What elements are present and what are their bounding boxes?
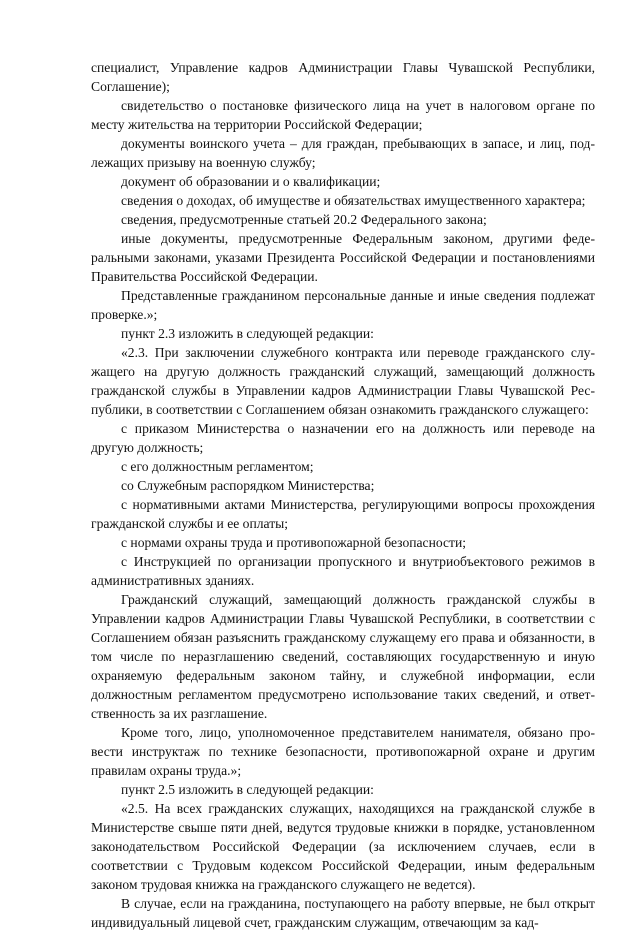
paragraph-normative-acts: с нормативными актами Министерства, регулирующими вопросы прохождения гражданской службы и ее оплаты;	[91, 497, 595, 531]
paragraph-personal-account: В случае, если на гражданина, поступающего на работу впервые, не был открыт индивидуальный лицевой счет, гражданским служащим, отвечающим за кад-	[91, 896, 595, 930]
paragraph-access-instruction: с Инструкцией по организации пропускного и внутриобъектового режимов в административных зданиях.	[91, 554, 595, 588]
document-page	[91, 58, 595, 932]
paragraph-education-document: документ об образовании и о квалификации;	[121, 174, 381, 189]
paragraph-article-20-2: сведения, предусмотренные статьей 20.2 Федерального закона;	[121, 212, 487, 227]
paragraph-job-regulation: с его должностным регламентом;	[121, 459, 314, 474]
paragraph-clause-2-3: «2.3. При заключении служебного контракта или переводе гражданского служащего на другую должность гражданский служащий, замещающий должность гражданской службы в Управлении кадров Администрации Главы Чувашской Республики, в соответствии с Соглашением обязан ознакомить гражданского служащего:	[91, 345, 595, 417]
paragraph-clause-2-3-intro: пункт 2.3 изложить в следующей редакции:	[121, 326, 374, 341]
paragraph-military-documents: документы воинского учета – для граждан, пребывающих в запасе, и лиц, подлежащих призыву на военную службу;	[91, 136, 595, 170]
paragraph-verification: Представленные гражданином персональные данные и иные сведения подлежат проверке.»;	[91, 288, 595, 322]
paragraph-clause-2-5: «2.5. На всех гражданских служащих, находящихся на гражданской службе в Министерстве свыше пяти дней, ведутся трудовые книжки в порядке, установленном законодательством Российской Федерации (за исключением случаев, если в соответствии с Трудовым кодексом Российской Федерации, иным федеральным законом трудовая книжка на гражданского служащего не ведется).	[91, 801, 595, 892]
paragraph-service-schedule: со Служебным распорядком Министерства;	[121, 478, 375, 493]
paragraph-continuation: специалист, Управление кадров Администрации Главы Чувашской Республики, Соглашение);	[91, 60, 595, 94]
paragraph-clause-2-5-intro: пункт 2.5 изложить в следующей редакции:	[121, 782, 374, 797]
paragraph-income-info: сведения о доходах, об имуществе и обязательствах имущественного характера;	[121, 193, 586, 208]
paragraph-labor-safety: с нормами охраны труда и противопожарной безопасности;	[121, 535, 467, 550]
paragraph-other-documents: иные документы, предусмотренные Федеральным законом, другими федеральными законами, указами Президента Российской Федерации и постановлениями Правительства Российской Федерации.	[91, 231, 595, 284]
paragraph-safety-briefing: Кроме того, лицо, уполномоченное представителем нанимателя, обязано провести инструктаж по технике безопасности, противопожарной охране и другим правилам охраны труда.»;	[91, 725, 595, 778]
paragraph-rights-explanation: Гражданский служащий, замещающий должность гражданской службы в Управлении кадров Администрации Главы Чувашской Республики, в соответствии с Соглашением обязан разъяснить гражданскому служащему его права и обязанности, в том числе по неразглашению сведений, составляющих государственную и иную охраняемую федеральным законом тайну, и служебной информации, если должностным регламентом предусмотрено использование таких сведений, и ответственность за их разглашение.	[91, 592, 595, 721]
paragraph-appointment-order: с приказом Министерства о назначении его на должность или переводе на другую должность;	[91, 421, 595, 455]
paragraph-tax-certificate: свидетельство о постановке физического лица на учет в налоговом органе по месту жительства на территории Российской Федерации;	[91, 98, 595, 132]
